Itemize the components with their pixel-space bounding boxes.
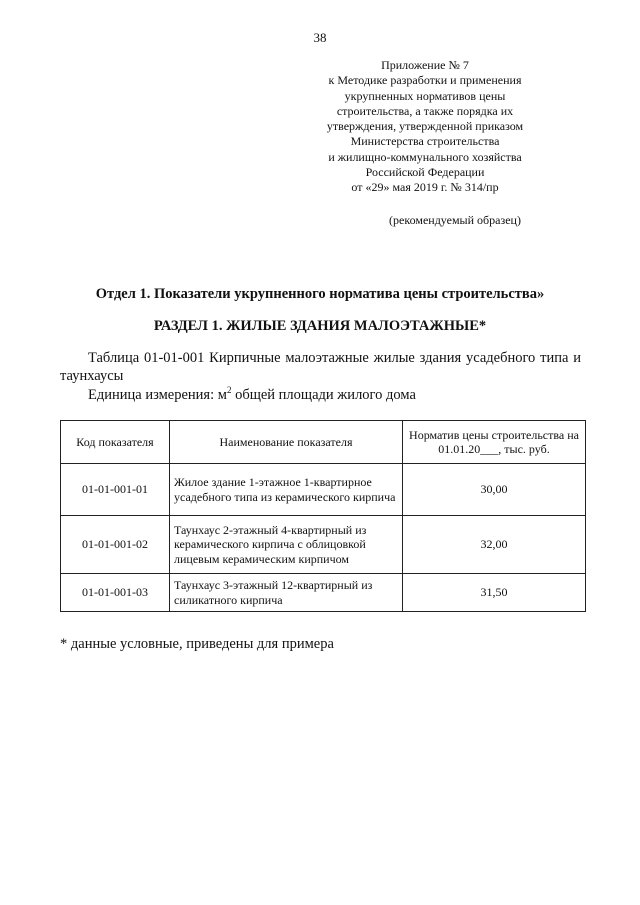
unit-superscript: 2 [226, 385, 232, 396]
norms-table [60, 420, 586, 612]
appendix-line: к Методике разработки и применения [328, 73, 522, 88]
cell-name: Таунхаус 2-этажный 4-квартирный из керамического кирпича с облицовкой лицевым керамическим кирпичом [170, 516, 403, 574]
header-value: Норматив цены строительства на 01.01.20___, тыс. руб. [403, 421, 586, 464]
appendix-line: от «29» мая 2019 г. № 314/пр [351, 180, 499, 195]
unit-of-measure [88, 387, 416, 404]
appendix-line: укрупненных нормативов цены [344, 88, 506, 103]
cell-value: 31,50 [403, 574, 586, 612]
cell-name: Жилое здание 1-этажное 1-квартирное усадебного типа из керамического кирпича [170, 464, 403, 516]
footnote: * данные условные, приведены для примера [60, 636, 334, 652]
page-number: 38 [313, 30, 327, 45]
section-heading: РАЗДЕЛ 1. ЖИЛЫЕ ЗДАНИЯ МАЛОЭТАЖНЫЕ* [153, 318, 487, 334]
appendix-line: Приложение № 7 [381, 58, 469, 72]
unit-suffix: общей площади жилого дома [231, 387, 416, 403]
table-row [61, 464, 586, 516]
table-header-row [61, 421, 586, 464]
appendix-line: и жилищно-коммунального хозяйства [328, 149, 522, 164]
cell-name: Таунхаус 3-этажный 12-квартирный из силикатного кирпича [170, 574, 403, 612]
appendix-header [290, 58, 560, 196]
cell-code: 01-01-001-02 [61, 516, 170, 574]
cell-value: 30,00 [403, 464, 586, 516]
table-row [61, 574, 586, 612]
cell-code: 01-01-001-01 [61, 464, 170, 516]
table-caption: Таблица 01-01-001 Кирпичные малоэтажные жилые здания усадебного типа и таунхаусы [60, 350, 581, 384]
appendix-line: строительства, а также порядка их [336, 103, 514, 118]
sample-note: (рекомендуемый образец) [389, 213, 521, 227]
cell-code: 01-01-001-03 [61, 574, 170, 612]
appendix-line: Российской Федерации [365, 165, 485, 180]
appendix-line: утверждения, утвержденной приказом [326, 119, 524, 134]
cell-value: 32,00 [403, 516, 586, 574]
table-row [61, 516, 586, 574]
department-heading: Отдел 1. Показатели укрупненного норматива цены строительства» [95, 286, 545, 302]
unit-prefix: Единица измерения: м [88, 387, 227, 403]
header-name: Наименование показателя [170, 421, 403, 464]
header-code: Код показателя [61, 421, 170, 464]
appendix-line: Министерства строительства [350, 134, 500, 149]
